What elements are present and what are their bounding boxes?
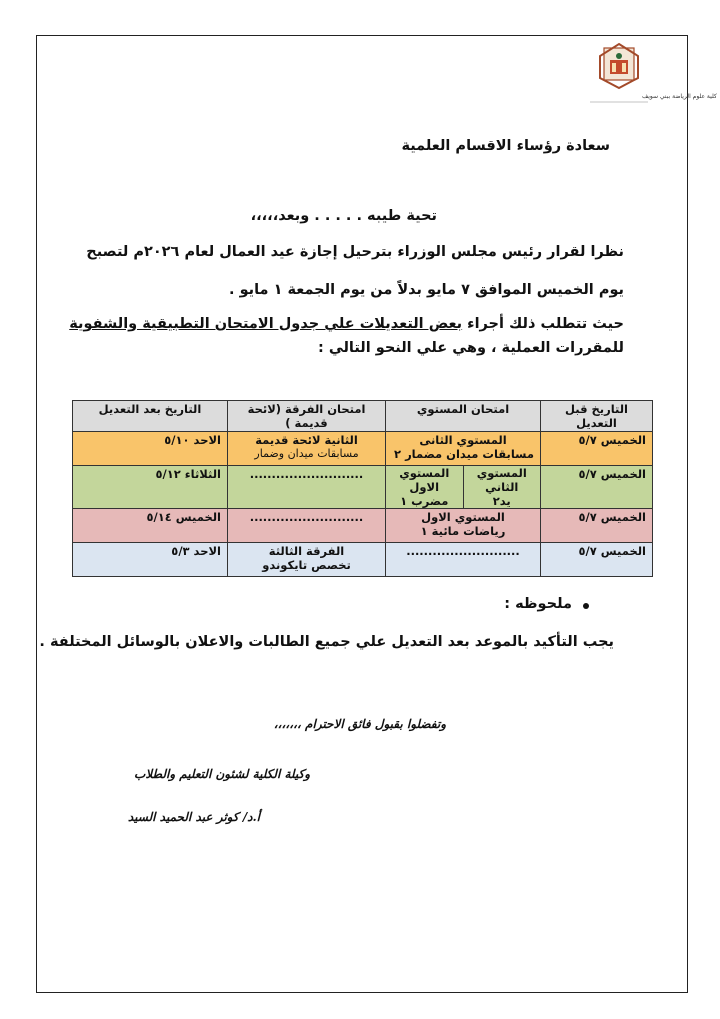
- table-row: [73, 432, 653, 466]
- cell-after: الاحد ٥/٣: [73, 543, 228, 577]
- signature-name: أ.د/ كوثر عبد الحميد السيد: [127, 810, 260, 824]
- level-detail: مسابقات ميدان مضمار ٢: [394, 447, 534, 461]
- table-header-row: [73, 401, 653, 432]
- class-title: الثانية لائحة قديمة: [255, 433, 358, 447]
- cell-class: ..........................: [228, 466, 386, 509]
- faculty-logo: [582, 42, 717, 108]
- paragraph-line-3: [69, 316, 624, 332]
- paragraph-line-3-underlined: بعض التعديلات علي جدول الامتحان التطبيقية والشفوية: [69, 316, 463, 332]
- table-row: [73, 509, 653, 543]
- note-label: ملحوظه :: [504, 596, 572, 612]
- level-b-title: المستوي الاول: [399, 466, 450, 494]
- level-b: [386, 466, 464, 508]
- closing: وتفضلوا بقبول فائق الاحترام ،،،،،،،: [273, 717, 446, 731]
- header-after-date: التاريخ بعد التعديل: [73, 401, 228, 432]
- greeting: تحية طيبه . . . . . وبعد،،،،،: [250, 208, 437, 224]
- level-title: المستوي الثانى: [419, 433, 507, 447]
- cell-level: [386, 509, 541, 543]
- signature-title: وكيلة الكلية لشئون التعليم والطلاب: [134, 767, 310, 781]
- note-text: يجب التأكيد بالموعد بعد التعديل علي جميع الطالبات والاعلان بالوسائل المختلفة .: [39, 634, 614, 650]
- level-a-title: المستوي الثاني: [476, 466, 527, 494]
- class-detail: تخصص تايكوندو: [262, 558, 351, 572]
- paragraph-line-4: للمقررات العملية ، وهي علي النحو التالي :: [317, 340, 624, 356]
- table-row: [73, 543, 653, 577]
- cell-before: الخميس ٥/٧: [541, 432, 653, 466]
- level-b-detail: مضرب ١: [400, 494, 449, 508]
- cell-before: الخميس ٥/٧: [541, 543, 653, 577]
- table-row: [73, 466, 653, 509]
- level-detail: رياضات مائية ١: [420, 524, 506, 538]
- header-level-exam: امتحان المستوي: [386, 401, 541, 432]
- header-before-date: التاريخ قبل التعديل: [541, 401, 653, 432]
- salutation: سعادة رؤساء الاقسام العلمية: [401, 138, 610, 154]
- paragraph-line-2: يوم الخميس الموافق ٧ مايو بدلاً من يوم الجمعة ١ مايو .: [229, 282, 624, 298]
- cell-level: ..........................: [386, 543, 541, 577]
- bullet-icon: [583, 603, 589, 609]
- paragraph-line-3-prefix: حيث تتطلب ذلك أجراء: [462, 316, 624, 332]
- header-class-exam: امتحان الفرقة (لائحة قديمة ): [228, 401, 386, 432]
- cell-class: ..........................: [228, 509, 386, 543]
- cell-before: الخميس ٥/٧: [541, 466, 653, 509]
- cell-class: [228, 432, 386, 466]
- cell-class: [228, 543, 386, 577]
- cell-after: الثلاثاء ٥/١٢: [73, 466, 228, 509]
- class-detail: مسابقات ميدان وضمار: [254, 447, 359, 460]
- level-a: [464, 466, 541, 508]
- svg-text:كلية علوم الرياضة ببني سويف: كلية علوم الرياضة ببني سويف: [642, 93, 717, 100]
- cell-after: الاحد ٥/١٠: [73, 432, 228, 466]
- cell-before: الخميس ٥/٧: [541, 509, 653, 543]
- level-a-detail: يد٢: [492, 494, 511, 508]
- level-title: المستوي الاول: [421, 510, 505, 524]
- class-title: الفرقة الثالثة: [268, 544, 345, 558]
- cell-level: [386, 432, 541, 466]
- schedule-table: [72, 400, 653, 577]
- cell-level-split: [386, 466, 541, 509]
- paragraph-line-1: نظرا لقرار رئيس مجلس الوزراء بترحيل إجازة عيد العمال لعام ٢٠٢٦م لتصبح: [86, 244, 624, 260]
- cell-after: الخميس ٥/١٤: [73, 509, 228, 543]
